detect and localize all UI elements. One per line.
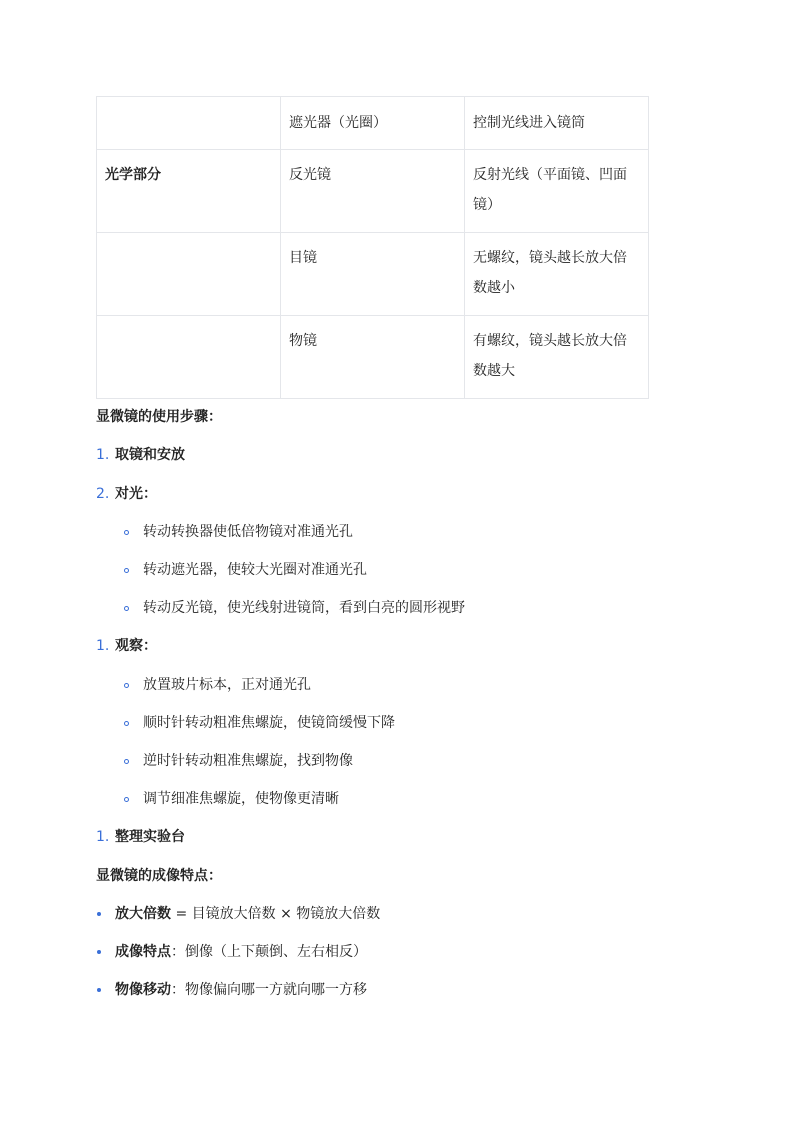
bullet-label: 成像特点 <box>115 944 171 960</box>
circle-bullet-icon <box>124 797 129 802</box>
table-cell: 有螺纹，镜头越长放大倍数越大 <box>465 316 649 399</box>
sub-list-text: 转动遮光器，使较大光圈对准通光孔 <box>143 562 367 578</box>
table-cell: 反射光线（平面镜、凹面镜） <box>465 150 649 233</box>
table-cell <box>97 316 281 399</box>
sub-list-item <box>96 598 465 618</box>
list-item <box>96 445 185 465</box>
bullet-text: 倒像（上下颠倒、左右相反） <box>185 944 367 960</box>
list-item <box>96 636 157 656</box>
microscope-parts-table <box>96 96 649 399</box>
list-item <box>96 484 157 504</box>
table-cell: 控制光线进入镜筒 <box>465 97 649 150</box>
document-page <box>96 96 656 399</box>
bullet-dot-icon <box>97 950 101 954</box>
table-cell: 反光镜 <box>281 150 465 233</box>
sub-list-item <box>96 675 311 695</box>
table-row <box>97 97 649 150</box>
bullet-separator: = <box>171 906 192 922</box>
sub-list-text: 调节细准焦螺旋，使物像更清晰 <box>143 791 339 807</box>
sub-list-item <box>96 789 339 809</box>
list-item <box>96 827 185 847</box>
list-number: 2. <box>96 486 110 502</box>
usage-heading: 显微镜的使用步骤： <box>96 409 222 425</box>
table-cell: 物镜 <box>281 316 465 399</box>
bullet-text: 目镜放大倍数 × 物镜放大倍数 <box>191 906 381 922</box>
table-cell-category: 光学部分 <box>97 150 281 233</box>
table-cell: 无螺纹，镜头越长放大倍数越小 <box>465 233 649 316</box>
sub-list-item <box>96 522 353 542</box>
table-row <box>97 233 649 316</box>
imaging-heading: 显微镜的成像特点： <box>96 868 222 884</box>
circle-bullet-icon <box>124 759 129 764</box>
list-item-label: 取镜和安放 <box>115 447 185 463</box>
table-cell: 目镜 <box>281 233 465 316</box>
table-row <box>97 150 649 233</box>
table-cell <box>97 97 281 150</box>
sub-list-text: 转动反光镜，使光线射进镜筒，看到白亮的圆形视野 <box>143 600 465 616</box>
bullet-dot-icon <box>97 988 101 992</box>
bullet-list-item <box>96 904 380 924</box>
circle-bullet-icon <box>124 683 129 688</box>
bullet-text: 物像偏向哪一方就向哪一方移 <box>185 982 367 998</box>
list-item-label: 整理实验台 <box>115 829 185 845</box>
sub-list-text: 放置玻片标本，正对通光孔 <box>143 677 311 693</box>
list-item-label: 对光： <box>115 486 157 502</box>
bullet-separator: ： <box>171 982 185 998</box>
circle-bullet-icon <box>124 606 129 611</box>
circle-bullet-icon <box>124 568 129 573</box>
sub-list-item <box>96 751 353 771</box>
list-item-label: 观察： <box>115 638 157 654</box>
table-row <box>97 316 649 399</box>
table-cell <box>97 233 281 316</box>
sub-list-item <box>96 560 367 580</box>
bullet-separator: ： <box>171 944 185 960</box>
table-cell: 遮光器（光圈） <box>281 97 465 150</box>
bullet-list-item <box>96 980 367 1000</box>
sub-list-text: 顺时针转动粗准焦螺旋，使镜筒缓慢下降 <box>143 715 395 731</box>
list-number: 1. <box>96 829 110 845</box>
circle-bullet-icon <box>124 721 129 726</box>
bullet-list-item <box>96 942 367 962</box>
list-number: 1. <box>96 447 110 463</box>
bullet-label: 物像移动 <box>115 982 171 998</box>
sub-list-item <box>96 713 395 733</box>
sub-list-text: 转动转换器使低倍物镜对准通光孔 <box>143 524 353 540</box>
bullet-label: 放大倍数 <box>115 906 171 922</box>
sub-list-text: 逆时针转动粗准焦螺旋，找到物像 <box>143 753 353 769</box>
circle-bullet-icon <box>124 530 129 535</box>
list-number: 1. <box>96 638 110 654</box>
bullet-dot-icon <box>97 912 101 916</box>
